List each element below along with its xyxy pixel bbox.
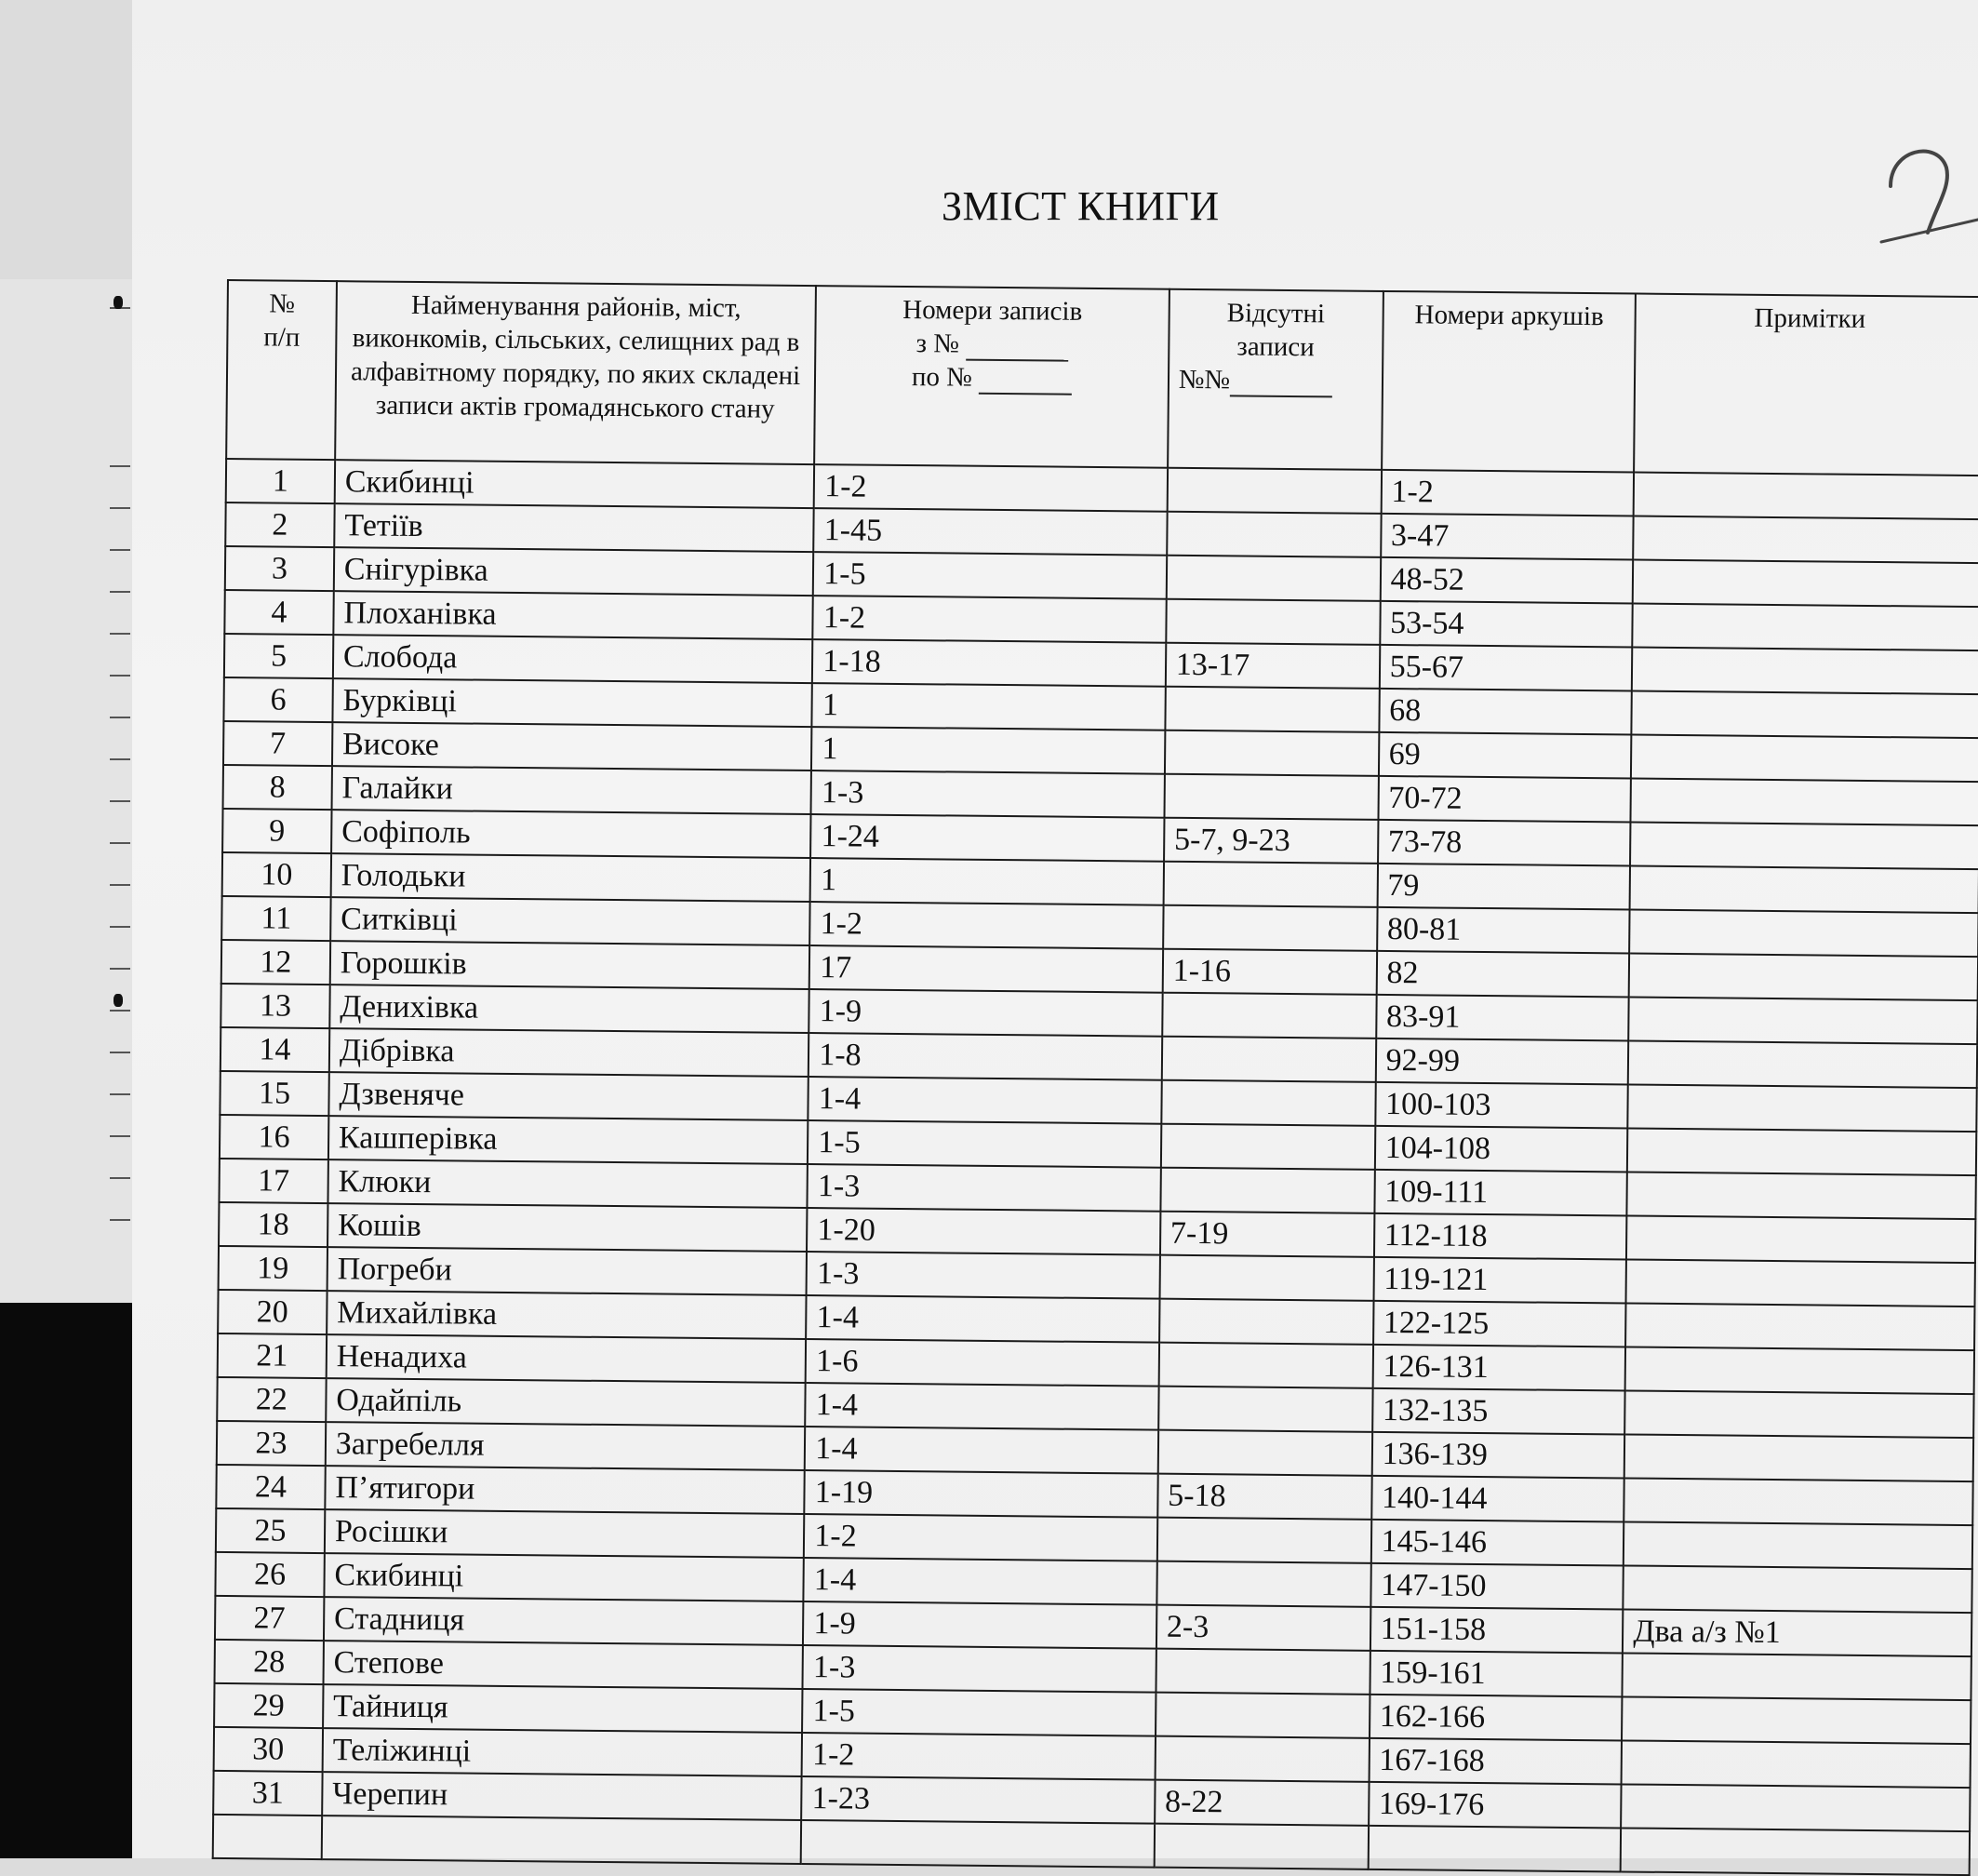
- sheet-numbers-cell: 104-108: [1374, 1126, 1627, 1172]
- record-numbers-cell: 1-9: [809, 989, 1163, 1037]
- row-number-cell: 12: [221, 940, 330, 985]
- notes-cell: [1630, 866, 1978, 914]
- settlement-name-cell: Стадниця: [324, 1597, 804, 1645]
- missing-records-cell: [1165, 687, 1379, 732]
- notes-cell: [1627, 1172, 1976, 1219]
- sheet-numbers-cell: 92-99: [1375, 1038, 1628, 1085]
- scan-dark-edge: [0, 1303, 132, 1858]
- record-numbers-cell: 1-2: [802, 1733, 1156, 1780]
- notes-cell: Два а/з №1: [1623, 1609, 1971, 1656]
- sheet-numbers-cell: 119-121: [1373, 1257, 1626, 1304]
- sheet-numbers-cell: 1-2: [1381, 470, 1634, 516]
- settlement-name-cell: Загребелля: [326, 1422, 806, 1470]
- settlement-name-cell: Тайниця: [323, 1684, 803, 1733]
- sheet-numbers-cell: 167-168: [1369, 1738, 1622, 1785]
- settlement-name-cell: Кашперівка: [328, 1116, 809, 1164]
- row-number-cell: 3: [225, 546, 334, 591]
- record-numbers-cell: 1-4: [804, 1558, 1157, 1605]
- missing-records-cell: 1-16: [1162, 949, 1376, 995]
- sheet-numbers-cell: 151-158: [1370, 1607, 1624, 1654]
- notes-cell: [1632, 691, 1978, 739]
- notes-cell: [1624, 1478, 1973, 1525]
- notes-cell: [1622, 1696, 1971, 1744]
- notes-cell: [1625, 1347, 1974, 1394]
- row-number-cell: 13: [221, 984, 329, 1028]
- row-number-cell: 29: [214, 1683, 323, 1728]
- binder-hole-marker: [114, 296, 123, 309]
- record-numbers-cell: 1-4: [805, 1427, 1158, 1474]
- settlement-name-cell: П’ятигори: [325, 1466, 805, 1514]
- header-missing-records: Відсутні записи №№: [1168, 289, 1383, 470]
- missing-records-cell: [1162, 1037, 1376, 1082]
- notes-cell: [1629, 954, 1978, 1001]
- settlement-name-cell: Черепин: [322, 1772, 802, 1820]
- settlement-name-cell: Михайлівка: [327, 1291, 807, 1339]
- settlement-name-cell: Слобода: [333, 635, 813, 683]
- row-number-cell: 9: [222, 809, 331, 853]
- sheet-numbers-cell: 126-131: [1372, 1345, 1625, 1391]
- row-number-cell: 31: [213, 1771, 322, 1816]
- settlement-name-cell: Одайпіль: [326, 1378, 806, 1427]
- notes-cell: [1624, 1390, 1973, 1438]
- row-number-cell: 21: [218, 1333, 327, 1378]
- row-number-cell: 25: [216, 1508, 325, 1553]
- sheet-numbers-cell: 112-118: [1374, 1213, 1627, 1260]
- notes-cell: [1630, 823, 1978, 870]
- notes-cell: [1628, 1084, 1977, 1132]
- sheet-numbers-cell: 3-47: [1381, 514, 1634, 560]
- settlement-name-cell: Плоханівка: [333, 591, 813, 639]
- sheet-numbers-cell: 55-67: [1379, 645, 1632, 691]
- settlement-name-cell: Дениxівка: [329, 985, 809, 1033]
- settlement-name-cell: Дзвеняче: [328, 1072, 809, 1120]
- row-number-cell: 4: [224, 590, 333, 635]
- notes-cell: [1633, 604, 1978, 651]
- sheet-numbers-cell: 132-135: [1372, 1388, 1625, 1435]
- settlement-name-cell: Степове: [323, 1641, 803, 1689]
- record-numbers-cell: 1-3: [807, 1252, 1160, 1299]
- missing-records-cell: [1155, 1736, 1369, 1782]
- notes-cell: [1625, 1303, 1974, 1350]
- missing-records-cell: [1158, 1343, 1372, 1388]
- missing-records-cell: 13-17: [1166, 643, 1380, 689]
- notes-cell: [1624, 1521, 1972, 1569]
- missing-records-cell: 5-18: [1157, 1474, 1371, 1520]
- record-numbers-cell: 1-45: [813, 508, 1167, 556]
- notes-cell: [1629, 998, 1978, 1045]
- settlement-name-cell: Погреби: [327, 1247, 807, 1295]
- missing-records-cell: [1163, 905, 1377, 951]
- record-numbers-cell: 1-5: [813, 552, 1167, 599]
- row-number-cell: 7: [223, 721, 332, 766]
- record-numbers-cell: 1-6: [806, 1339, 1159, 1387]
- page-title: ЗМІСТ КНИГИ: [942, 183, 1220, 229]
- missing-records-cell: [1161, 1124, 1375, 1170]
- sheet-numbers-cell: 48-52: [1380, 557, 1633, 604]
- sheet-numbers-cell: 136-139: [1371, 1432, 1624, 1479]
- settlement-name-cell: Ситківці: [330, 897, 810, 945]
- record-numbers-cell: 1: [812, 683, 1166, 730]
- notes-cell: [1634, 473, 1978, 520]
- settlement-name-cell: Галайки: [331, 766, 811, 814]
- notes-cell: [1631, 735, 1978, 783]
- row-number-cell: 15: [220, 1071, 328, 1116]
- notes-cell: [1621, 1784, 1970, 1831]
- missing-records-cell: [1156, 1561, 1370, 1607]
- settlement-name-cell: Голодьки: [331, 853, 811, 902]
- missing-records-cell: [1158, 1387, 1372, 1432]
- row-number-cell: 16: [220, 1115, 328, 1159]
- sheet-numbers-cell: 83-91: [1376, 995, 1629, 1041]
- sheet-numbers-cell: 162-166: [1370, 1695, 1623, 1741]
- settlement-name-cell: Росішки: [325, 1509, 805, 1558]
- notes-cell: [1624, 1434, 1973, 1481]
- row-number-cell: 11: [221, 896, 330, 941]
- sheet-numbers-cell: 169-176: [1369, 1782, 1622, 1829]
- missing-records-cell: [1162, 993, 1376, 1038]
- record-numbers-cell: 1-20: [807, 1208, 1160, 1255]
- sheet-numbers-cell: 140-144: [1371, 1476, 1624, 1522]
- settlement-name-cell: Тетіїв: [334, 503, 814, 552]
- row-number-cell: 22: [217, 1377, 326, 1422]
- sheet-numbers-cell: 80-81: [1377, 907, 1630, 954]
- sheet-numbers-cell: 145-146: [1370, 1520, 1624, 1566]
- missing-records-cell: [1167, 556, 1381, 601]
- row-number-cell: 18: [219, 1202, 327, 1247]
- notes-cell: [1622, 1740, 1971, 1788]
- row-number-cell: 28: [215, 1640, 324, 1684]
- binder-hole-marker: [114, 994, 123, 1007]
- missing-records-cell: [1165, 730, 1379, 776]
- sheet-numbers-cell: 79: [1377, 864, 1630, 910]
- notes-cell: [1627, 1128, 1976, 1175]
- sheet-numbers-cell: 53-54: [1380, 601, 1633, 648]
- sheet-numbers-cell: 70-72: [1378, 776, 1631, 823]
- contents-table: [212, 279, 1978, 1876]
- settlement-name-cell: Високе: [332, 722, 812, 770]
- record-numbers-cell: 1-2: [814, 464, 1168, 512]
- missing-records-cell: [1156, 1649, 1370, 1695]
- missing-records-cell: 7-19: [1160, 1212, 1374, 1257]
- header-sheet-numbers: Номери аркушів: [1382, 291, 1637, 473]
- notes-cell: [1628, 1040, 1977, 1088]
- handwritten-page-number: [1872, 130, 1978, 251]
- row-number-cell: 17: [219, 1159, 327, 1203]
- sheet-numbers-cell: 122-125: [1373, 1301, 1626, 1347]
- settlement-name-cell: Клюки: [327, 1159, 808, 1208]
- record-numbers-cell: 1-2: [809, 902, 1163, 949]
- record-numbers-cell: 1-19: [805, 1470, 1158, 1518]
- sheet-numbers-cell: 68: [1379, 689, 1632, 735]
- settlement-name-cell: Скибинці: [335, 460, 815, 508]
- sheet-numbers-cell: 69: [1379, 732, 1632, 779]
- notes-cell: [1629, 910, 1978, 958]
- sheet-numbers-cell: 159-161: [1370, 1651, 1623, 1697]
- record-numbers-cell: 1-18: [812, 639, 1166, 687]
- settlement-name-cell: Бурківці: [332, 678, 812, 727]
- row-number-cell: 8: [223, 765, 332, 810]
- record-numbers-cell: 1-4: [809, 1077, 1162, 1124]
- missing-records-cell: 8-22: [1155, 1780, 1369, 1826]
- header-name: Найменування районів, міст, виконкомів, сільських, селищних рад в алфавітному порядку, по яких складені записи актів громадянського стану: [335, 281, 816, 464]
- missing-records-cell: [1161, 1080, 1375, 1126]
- row-number-cell: 10: [222, 852, 331, 897]
- settlement-name-cell: Скибинці: [324, 1553, 804, 1601]
- missing-records-cell: [1159, 1255, 1373, 1301]
- row-number-cell: 6: [223, 677, 332, 722]
- settlement-name-cell: Снігурівка: [334, 547, 814, 596]
- notes-cell: [1626, 1259, 1975, 1306]
- settlement-name-cell: Софіполь: [331, 810, 811, 858]
- settlement-name-cell: Дібрівка: [329, 1028, 809, 1077]
- row-number-cell: 2: [225, 502, 334, 547]
- table-header-row: [226, 280, 1978, 476]
- sheet-numbers-cell: 109-111: [1374, 1170, 1627, 1216]
- sheet-numbers-cell: 73-78: [1378, 820, 1631, 866]
- row-number-cell: 26: [215, 1552, 324, 1597]
- notes-cell: [1631, 779, 1978, 826]
- row-number-cell: 1: [226, 459, 335, 503]
- row-number-cell: 23: [217, 1421, 326, 1466]
- settlement-name-cell: Горошків: [330, 941, 810, 989]
- notes-cell: [1624, 1565, 1972, 1613]
- missing-records-cell: [1164, 774, 1378, 820]
- header-number: № п/п: [226, 280, 337, 460]
- notes-cell: [1634, 516, 1978, 564]
- record-numbers-cell: 1-9: [803, 1601, 1156, 1649]
- missing-records-cell: 5-7, 9-23: [1164, 818, 1378, 864]
- record-numbers-cell: 1-5: [808, 1120, 1161, 1168]
- row-number-cell: 27: [215, 1596, 324, 1641]
- missing-records-cell: 2-3: [1156, 1605, 1370, 1651]
- record-numbers-cell: 1-4: [806, 1295, 1159, 1343]
- record-numbers-cell: 1-8: [809, 1033, 1162, 1080]
- record-numbers-cell: 1-5: [802, 1689, 1156, 1736]
- record-numbers-cell: 1-24: [810, 814, 1164, 862]
- header-notes: Примітки: [1634, 294, 1978, 476]
- row-number-cell: 30: [214, 1727, 323, 1772]
- record-numbers-cell: 1-4: [805, 1383, 1158, 1430]
- missing-records-cell: [1163, 862, 1377, 907]
- record-numbers-cell: 1-23: [801, 1776, 1155, 1824]
- settlement-name-cell: Теліжинці: [322, 1728, 802, 1776]
- sheet-numbers-cell: 100-103: [1375, 1082, 1628, 1129]
- record-numbers-cell: 1: [810, 858, 1164, 905]
- missing-records-cell: [1160, 1168, 1374, 1213]
- row-number-cell: 14: [221, 1027, 329, 1072]
- record-numbers-cell: 1-3: [808, 1164, 1161, 1212]
- document-page: [132, 0, 1978, 1858]
- row-number-cell: 19: [219, 1246, 327, 1291]
- missing-records-cell: [1157, 1518, 1371, 1563]
- row-number-cell: 24: [216, 1465, 325, 1509]
- notes-cell: [1626, 1215, 1975, 1263]
- record-numbers-cell: 1: [811, 727, 1165, 774]
- missing-records-cell: [1166, 599, 1380, 645]
- header-record-numbers: Номери записів з № по №: [814, 286, 1169, 468]
- row-number-cell: 5: [224, 634, 333, 678]
- missing-records-cell: [1156, 1693, 1370, 1738]
- record-numbers-cell: 17: [809, 945, 1163, 993]
- missing-records-cell: [1167, 512, 1381, 557]
- settlement-name-cell: Ненадиха: [327, 1334, 807, 1383]
- record-numbers-cell: 1-2: [804, 1514, 1157, 1561]
- missing-records-cell: [1159, 1299, 1373, 1345]
- sheet-numbers-cell: 147-150: [1370, 1563, 1624, 1610]
- record-numbers-cell: 1-3: [811, 770, 1165, 818]
- record-numbers-cell: 1-3: [803, 1645, 1156, 1693]
- notes-cell: [1633, 560, 1978, 608]
- missing-records-cell: [1167, 468, 1381, 514]
- missing-records-cell: [1158, 1430, 1372, 1476]
- notes-cell: [1623, 1653, 1971, 1700]
- record-numbers-cell: 1-2: [813, 596, 1167, 643]
- sheet-numbers-cell: 82: [1376, 951, 1629, 998]
- notes-cell: [1632, 648, 1978, 695]
- settlement-name-cell: Кошів: [327, 1203, 808, 1252]
- row-number-cell: 20: [218, 1290, 327, 1334]
